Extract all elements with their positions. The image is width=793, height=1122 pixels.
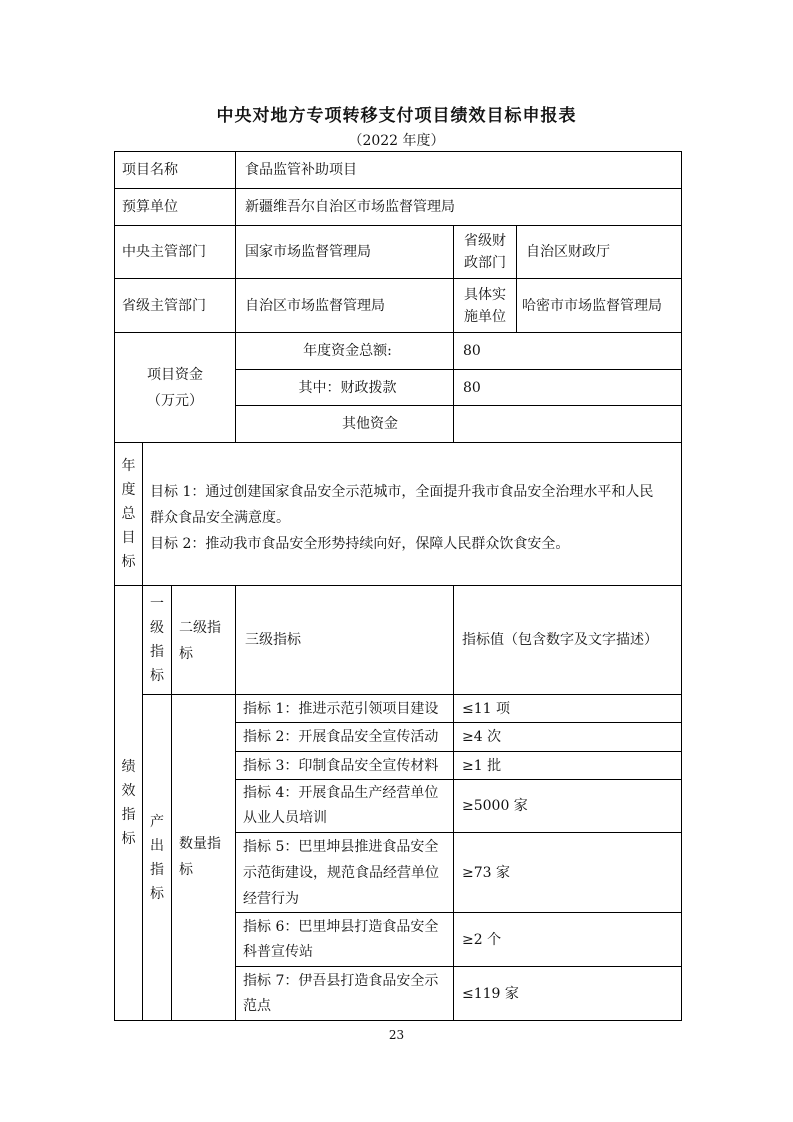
indicator-5-value: ≥73 家 [462, 864, 510, 881]
central-dept-value: 国家市场监督管理局 [245, 244, 371, 260]
prov-finance-value: 自治区财政厅 [526, 244, 610, 260]
central-dept-label: 中央主管部门 [122, 244, 206, 260]
table-rule [235, 151, 236, 442]
funds-fiscal-value: 80 [463, 379, 481, 396]
goal-1-line-2: 群众食品安全满意度。 [150, 510, 290, 526]
table-rule [114, 442, 682, 443]
prov-finance-label: 省级财 政部门 [464, 233, 506, 271]
value-header: 指标值（包含数字及文字描述） [462, 632, 658, 648]
quantity-label: 数量指 标 [179, 836, 221, 878]
page-subtitle: （2022 年度） [348, 133, 445, 149]
indicator-2-text: 指标 2：开展食品安全宣传活动 [243, 729, 439, 745]
table-border-right [681, 151, 682, 1021]
indicator-3-text: 指标 3：印制食品安全宣传材料 [243, 757, 439, 774]
indicator-7-text: 指标 7：伊吾县打造食品安全示 范点 [243, 972, 439, 1014]
table-border-bottom [114, 1020, 682, 1021]
indicator-2-value: ≥4 次 [462, 729, 502, 745]
indicator-7-value: ≤119 家 [462, 985, 519, 1002]
impl-unit-value: 哈密市市场监督管理局 [522, 297, 662, 314]
prov-dept-value: 自治区市场监督管理局 [245, 297, 385, 314]
indicator-6-value: ≥2 个 [462, 931, 502, 948]
funds-fiscal-label: 其中：财政拨款 [298, 379, 397, 396]
level3-header: 三级指标 [245, 632, 301, 648]
funds-total-label: 年度资金总额: [303, 343, 392, 359]
indicator-6-text: 指标 6：巴里坤县打造食品安全 科普宣传站 [243, 918, 439, 960]
goal-2-line: 目标 2：推动我市食品安全形势持续向好，保障人民群众饮食安全。 [150, 536, 570, 552]
funds-label: 项目资金 （万元） [147, 366, 203, 409]
goal-1-line-1: 目标 1：通过创建国家食品安全示范城市，全面提升我市食品安全治理水平和人民 [150, 484, 654, 500]
impl-unit-label: 具体实 施单位 [464, 286, 506, 325]
output-label: 产 出 指 标 [150, 813, 164, 902]
project-name-label: 项目名称 [122, 162, 178, 178]
indicator-1-text: 指标 1：推进示范引领项目建设 [243, 700, 439, 717]
funds-total-value: 80 [463, 343, 481, 359]
funds-other-label: 其他资金 [342, 416, 398, 432]
budget-unit-label: 预算单位 [122, 199, 178, 215]
goal-text [150, 479, 680, 557]
goal-label: 年 度 总 目 标 [121, 458, 136, 570]
table-rule [235, 585, 236, 1021]
indicator-4-text: 指标 4：开展食品生产经营单位 从业人员培训 [243, 785, 439, 826]
budget-unit-value: 新疆维吾尔自治区市场监督管理局 [245, 199, 455, 215]
indicator-5-text: 指标 5：巴里坤县推进食品安全 示范街建设，规范食品经营单位 经营行为 [243, 838, 439, 907]
table-rule [516, 225, 517, 332]
indicator-3-value: ≥1 批 [462, 757, 502, 774]
level2-header: 二级指 标 [179, 620, 221, 662]
indicator-4-value: ≥5000 家 [462, 798, 528, 814]
page-title: 中央对地方专项转移支付项目绩效目标申报表 [216, 106, 577, 126]
project-name-value: 食品监管补助项目 [245, 162, 357, 178]
table-rule [453, 585, 454, 1021]
level1-header: 一 级 指 标 [150, 596, 164, 684]
page-number: 23 [388, 1028, 405, 1042]
indicator-1-value: ≤11 项 [462, 700, 510, 717]
funds-other-value [463, 406, 663, 442]
table-rule [171, 585, 172, 1021]
prov-dept-label: 省级主管部门 [122, 297, 206, 314]
perf-label: 绩 效 指 标 [121, 759, 136, 847]
